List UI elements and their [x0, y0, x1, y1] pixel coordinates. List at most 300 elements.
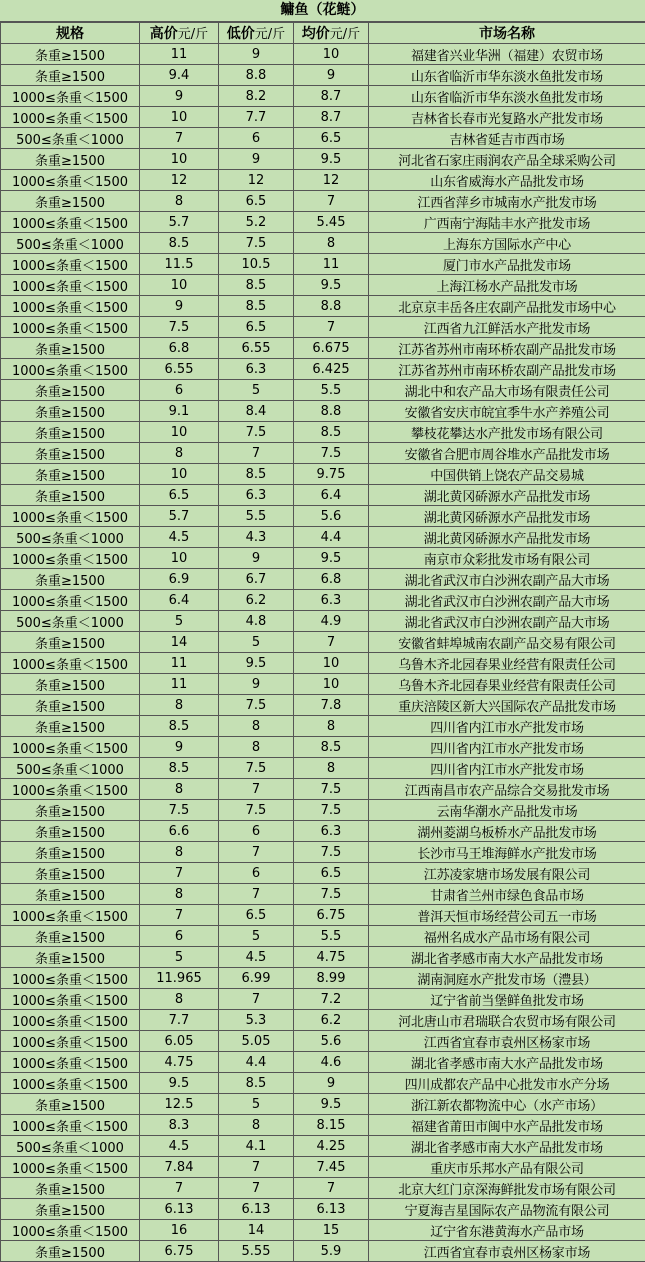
- cell-market: 厦门市水产品批发市场: [369, 254, 645, 275]
- cell-low-price: 6.13: [219, 1199, 294, 1220]
- cell-market: 云南华潮水产品批发市场: [369, 800, 645, 821]
- cell-low-price: 6.7: [219, 569, 294, 590]
- cell-market: 江西南昌市农产品综合交易批发市场: [369, 779, 645, 800]
- cell-spec: 1000≤条重＜1500: [1, 317, 140, 338]
- table-row: [1, 716, 645, 737]
- cell-spec: 条重≥1500: [1, 863, 140, 884]
- cell-market: 四川省内江市水产批发市场: [369, 758, 645, 779]
- table-row: [1, 86, 645, 107]
- cell-spec: 1000≤条重＜1500: [1, 1010, 140, 1031]
- cell-low-price: 7.5: [219, 422, 294, 443]
- cell-spec: 条重≥1500: [1, 569, 140, 590]
- cell-avg-price: 10: [294, 674, 369, 695]
- cell-low-price: 6.5: [219, 191, 294, 212]
- cell-low-price: 14: [219, 1220, 294, 1241]
- table-row: [1, 548, 645, 569]
- cell-high-price: 8.5: [140, 758, 219, 779]
- cell-low-price: 6: [219, 821, 294, 842]
- table-row: [1, 191, 645, 212]
- cell-spec: 1000≤条重＜1500: [1, 1115, 140, 1136]
- cell-low-price: 7: [219, 443, 294, 464]
- cell-spec: 条重≥1500: [1, 1094, 140, 1115]
- cell-avg-price: 7: [294, 317, 369, 338]
- cell-spec: 1000≤条重＜1500: [1, 653, 140, 674]
- cell-high-price: 8: [140, 842, 219, 863]
- cell-market: 湖北省武汉市白沙洲农副产品大市场: [369, 569, 645, 590]
- cell-avg-price: 9.5: [294, 149, 369, 170]
- cell-low-price: 5: [219, 1094, 294, 1115]
- cell-low-price: 5.2: [219, 212, 294, 233]
- cell-market: 宁夏海吉星国际农产品物流有限公司: [369, 1199, 645, 1220]
- table-row: [1, 569, 645, 590]
- cell-market: 湖北省孝感市南大水产品批发市场: [369, 1052, 645, 1073]
- table-row: [1, 842, 645, 863]
- header-avg-price: 均价元/斤: [294, 23, 369, 44]
- cell-avg-price: 12: [294, 170, 369, 191]
- cell-spec: 条重≥1500: [1, 884, 140, 905]
- cell-avg-price: 10: [294, 653, 369, 674]
- cell-high-price: 6.13: [140, 1199, 219, 1220]
- cell-high-price: 4.5: [140, 1136, 219, 1157]
- cell-market: 湖北省孝感市南大水产品批发市场: [369, 1136, 645, 1157]
- cell-spec: 1000≤条重＜1500: [1, 1220, 140, 1241]
- cell-low-price: 8.8: [219, 65, 294, 86]
- cell-avg-price: 7: [294, 191, 369, 212]
- cell-spec: 1000≤条重＜1500: [1, 548, 140, 569]
- cell-avg-price: 8: [294, 758, 369, 779]
- table-row: [1, 1073, 645, 1094]
- table-row: [1, 1052, 645, 1073]
- cell-spec: 条重≥1500: [1, 800, 140, 821]
- cell-high-price: 5.7: [140, 506, 219, 527]
- table-row: [1, 1136, 645, 1157]
- cell-spec: 1000≤条重＜1500: [1, 1157, 140, 1178]
- cell-high-price: 7: [140, 905, 219, 926]
- cell-avg-price: 9.5: [294, 1094, 369, 1115]
- cell-spec: 条重≥1500: [1, 65, 140, 86]
- cell-high-price: 11: [140, 44, 219, 65]
- cell-low-price: 7: [219, 989, 294, 1010]
- header-market: 市场名称: [369, 23, 645, 44]
- cell-low-price: 7.5: [219, 800, 294, 821]
- cell-avg-price: 7.5: [294, 842, 369, 863]
- cell-spec: 1000≤条重＜1500: [1, 1031, 140, 1052]
- cell-avg-price: 6.5: [294, 128, 369, 149]
- cell-spec: 条重≥1500: [1, 695, 140, 716]
- cell-avg-price: 6.5: [294, 863, 369, 884]
- cell-high-price: 5: [140, 611, 219, 632]
- cell-low-price: 6.55: [219, 338, 294, 359]
- cell-market: 湖北省武汉市白沙洲农副产品大市场: [369, 590, 645, 611]
- cell-spec: 500≤条重＜1000: [1, 233, 140, 254]
- cell-spec: 1000≤条重＜1500: [1, 1052, 140, 1073]
- cell-low-price: 9.5: [219, 653, 294, 674]
- cell-spec: 1000≤条重＜1500: [1, 737, 140, 758]
- cell-market: 上海江杨水产品批发市场: [369, 275, 645, 296]
- cell-avg-price: 7.8: [294, 695, 369, 716]
- cell-avg-price: 5.5: [294, 926, 369, 947]
- cell-high-price: 6.4: [140, 590, 219, 611]
- cell-spec: 1000≤条重＜1500: [1, 170, 140, 191]
- cell-high-price: 8: [140, 443, 219, 464]
- table-row: [1, 1220, 645, 1241]
- cell-high-price: 10: [140, 275, 219, 296]
- cell-avg-price: 8: [294, 716, 369, 737]
- cell-high-price: 9.1: [140, 401, 219, 422]
- cell-market: 吉林省延吉市西市场: [369, 128, 645, 149]
- cell-low-price: 5: [219, 926, 294, 947]
- table-row: [1, 821, 645, 842]
- cell-market: 福州名成水产品市场有限公司: [369, 926, 645, 947]
- cell-spec: 1000≤条重＜1500: [1, 1073, 140, 1094]
- cell-low-price: 9: [219, 674, 294, 695]
- cell-avg-price: 7.2: [294, 989, 369, 1010]
- table-row: [1, 989, 645, 1010]
- cell-market: 乌鲁木齐北园春果业经营有限责任公司: [369, 653, 645, 674]
- cell-avg-price: 8.15: [294, 1115, 369, 1136]
- table-row: [1, 653, 645, 674]
- cell-spec: 条重≥1500: [1, 716, 140, 737]
- table-row: [1, 359, 645, 380]
- table-row: [1, 611, 645, 632]
- cell-spec: 条重≥1500: [1, 632, 140, 653]
- cell-market: 四川省内江市水产批发市场: [369, 737, 645, 758]
- table-row: [1, 317, 645, 338]
- cell-low-price: 12: [219, 170, 294, 191]
- cell-high-price: 5.7: [140, 212, 219, 233]
- price-table: [0, 22, 645, 1262]
- cell-market: 江西省九江鲜活水产批发市场: [369, 317, 645, 338]
- table-row: [1, 401, 645, 422]
- cell-high-price: 8.3: [140, 1115, 219, 1136]
- cell-high-price: 11: [140, 674, 219, 695]
- cell-avg-price: 5.45: [294, 212, 369, 233]
- cell-spec: 500≤条重＜1000: [1, 611, 140, 632]
- cell-market: 福建省兴业华洲（福建）农贸市场: [369, 44, 645, 65]
- cell-market: 江西省萍乡市城南水产批发市场: [369, 191, 645, 212]
- cell-low-price: 7: [219, 1178, 294, 1199]
- cell-spec: 500≤条重＜1000: [1, 527, 140, 548]
- sheet-title: 鳙鱼（花鲢）: [0, 0, 645, 22]
- cell-spec: 1000≤条重＜1500: [1, 359, 140, 380]
- table-row: [1, 527, 645, 548]
- cell-high-price: 7.5: [140, 800, 219, 821]
- cell-high-price: 8: [140, 695, 219, 716]
- cell-spec: 条重≥1500: [1, 338, 140, 359]
- cell-high-price: 7.84: [140, 1157, 219, 1178]
- cell-market: 吉林省长春市光复路水产批发市场: [369, 107, 645, 128]
- cell-spec: 500≤条重＜1000: [1, 1136, 140, 1157]
- cell-avg-price: 7.5: [294, 884, 369, 905]
- cell-market: 湖北黄冈硚源水产品批发市场: [369, 485, 645, 506]
- cell-market: 湖北黄冈硚源水产品批发市场: [369, 506, 645, 527]
- cell-market: 河北省石家庄雨润农产品全球采购公司: [369, 149, 645, 170]
- table-row: [1, 443, 645, 464]
- table-row: [1, 65, 645, 86]
- cell-low-price: 5.55: [219, 1241, 294, 1262]
- table-row: [1, 1094, 645, 1115]
- cell-low-price: 9: [219, 548, 294, 569]
- cell-high-price: 6.8: [140, 338, 219, 359]
- cell-high-price: 6: [140, 926, 219, 947]
- cell-high-price: 14: [140, 632, 219, 653]
- table-row: [1, 170, 645, 191]
- cell-avg-price: 8.8: [294, 296, 369, 317]
- cell-high-price: 7.7: [140, 1010, 219, 1031]
- cell-spec: 1000≤条重＜1500: [1, 968, 140, 989]
- cell-low-price: 8.5: [219, 1073, 294, 1094]
- cell-high-price: 10: [140, 548, 219, 569]
- cell-spec: 条重≥1500: [1, 926, 140, 947]
- cell-low-price: 8.5: [219, 296, 294, 317]
- cell-avg-price: 6.8: [294, 569, 369, 590]
- table-row: [1, 464, 645, 485]
- cell-spec: 1000≤条重＜1500: [1, 590, 140, 611]
- table-row: [1, 968, 645, 989]
- cell-low-price: 5.5: [219, 506, 294, 527]
- cell-spec: 条重≥1500: [1, 401, 140, 422]
- table-row: [1, 149, 645, 170]
- cell-high-price: 8: [140, 989, 219, 1010]
- table-row: [1, 233, 645, 254]
- table-row: [1, 107, 645, 128]
- cell-low-price: 7.5: [219, 233, 294, 254]
- cell-market: 长沙市马王堆海鲜水产批发市场: [369, 842, 645, 863]
- cell-market: 重庆涪陵区新大兴国际农产品批发市场: [369, 695, 645, 716]
- cell-high-price: 9: [140, 86, 219, 107]
- cell-avg-price: 10: [294, 44, 369, 65]
- table-row: [1, 737, 645, 758]
- cell-high-price: 12.5: [140, 1094, 219, 1115]
- cell-market: 江西省宜春市袁州区杨家市场: [369, 1241, 645, 1262]
- cell-spec: 1000≤条重＜1500: [1, 254, 140, 275]
- cell-high-price: 10: [140, 107, 219, 128]
- cell-market: 安徽省合肥市周谷堆水产品批发市场: [369, 443, 645, 464]
- cell-low-price: 4.1: [219, 1136, 294, 1157]
- cell-high-price: 6.05: [140, 1031, 219, 1052]
- cell-spec: 条重≥1500: [1, 149, 140, 170]
- cell-low-price: 8.5: [219, 275, 294, 296]
- cell-market: 湖北黄冈硚源水产品批发市场: [369, 527, 645, 548]
- table-row: [1, 632, 645, 653]
- table-row: [1, 863, 645, 884]
- cell-high-price: 16: [140, 1220, 219, 1241]
- cell-low-price: 6.3: [219, 485, 294, 506]
- cell-spec: 条重≥1500: [1, 485, 140, 506]
- cell-low-price: 8: [219, 716, 294, 737]
- cell-low-price: 6.5: [219, 317, 294, 338]
- cell-spec: 条重≥1500: [1, 1199, 140, 1220]
- cell-spec: 条重≥1500: [1, 380, 140, 401]
- cell-market: 河北唐山市君瑞联合农贸市场有限公司: [369, 1010, 645, 1031]
- cell-spec: 条重≥1500: [1, 443, 140, 464]
- cell-market: 湖州菱湖乌板桥水产品批发市场: [369, 821, 645, 842]
- cell-spec: 1000≤条重＜1500: [1, 296, 140, 317]
- cell-avg-price: 7.45: [294, 1157, 369, 1178]
- cell-low-price: 6.5: [219, 905, 294, 926]
- cell-spec: 500≤条重＜1000: [1, 128, 140, 149]
- cell-high-price: 7: [140, 863, 219, 884]
- cell-spec: 条重≥1500: [1, 1241, 140, 1262]
- cell-high-price: 8.5: [140, 233, 219, 254]
- cell-low-price: 4.5: [219, 947, 294, 968]
- cell-avg-price: 8.7: [294, 86, 369, 107]
- cell-avg-price: 4.6: [294, 1052, 369, 1073]
- cell-low-price: 7: [219, 842, 294, 863]
- cell-high-price: 7: [140, 1178, 219, 1199]
- table-row: [1, 380, 645, 401]
- cell-avg-price: 15: [294, 1220, 369, 1241]
- cell-market: 山东省威海水产品批发市场: [369, 170, 645, 191]
- header-row: [1, 23, 645, 44]
- cell-high-price: 6.9: [140, 569, 219, 590]
- header-high-price: 高价元/斤: [140, 23, 219, 44]
- cell-market: 湖北中和农产品大市场有限责任公司: [369, 380, 645, 401]
- table-row: [1, 590, 645, 611]
- cell-market: 辽宁省前当堡鲜鱼批发市场: [369, 989, 645, 1010]
- table-row: [1, 947, 645, 968]
- cell-market: 江苏凌家塘市场发展有限公司: [369, 863, 645, 884]
- cell-avg-price: 4.9: [294, 611, 369, 632]
- cell-avg-price: 9.5: [294, 275, 369, 296]
- table-row: [1, 1241, 645, 1262]
- cell-low-price: 7: [219, 1157, 294, 1178]
- cell-market: 四川省内江市水产批发市场: [369, 716, 645, 737]
- cell-high-price: 8.5: [140, 716, 219, 737]
- cell-spec: 条重≥1500: [1, 464, 140, 485]
- cell-low-price: 5: [219, 632, 294, 653]
- cell-low-price: 8.4: [219, 401, 294, 422]
- cell-spec: 1000≤条重＜1500: [1, 275, 140, 296]
- cell-avg-price: 8.7: [294, 107, 369, 128]
- cell-avg-price: 6.2: [294, 1010, 369, 1031]
- table-row: [1, 1010, 645, 1031]
- cell-spec: 1000≤条重＜1500: [1, 506, 140, 527]
- cell-high-price: 5: [140, 947, 219, 968]
- cell-high-price: 9.4: [140, 65, 219, 86]
- cell-market: 山东省临沂市华东淡水鱼批发市场: [369, 86, 645, 107]
- cell-avg-price: 6.3: [294, 590, 369, 611]
- table-row: [1, 674, 645, 695]
- cell-high-price: 6.75: [140, 1241, 219, 1262]
- cell-avg-price: 5.9: [294, 1241, 369, 1262]
- cell-low-price: 7: [219, 779, 294, 800]
- cell-market: 江西省宜春市袁州区杨家市场: [369, 1031, 645, 1052]
- cell-spec: 1000≤条重＜1500: [1, 107, 140, 128]
- cell-low-price: 6: [219, 863, 294, 884]
- cell-spec: 1000≤条重＜1500: [1, 86, 140, 107]
- table-row: [1, 1115, 645, 1136]
- cell-spec: 条重≥1500: [1, 1178, 140, 1199]
- cell-high-price: 9: [140, 296, 219, 317]
- cell-avg-price: 7.5: [294, 443, 369, 464]
- cell-avg-price: 9: [294, 65, 369, 86]
- cell-low-price: 8: [219, 737, 294, 758]
- cell-low-price: 9: [219, 149, 294, 170]
- cell-avg-price: 9.5: [294, 548, 369, 569]
- header-low-price: 低价元/斤: [219, 23, 294, 44]
- table-row: [1, 296, 645, 317]
- cell-avg-price: 4.25: [294, 1136, 369, 1157]
- cell-high-price: 7.5: [140, 317, 219, 338]
- cell-avg-price: 9.75: [294, 464, 369, 485]
- cell-market: 北京京丰岳各庄农副产品批发市场中心: [369, 296, 645, 317]
- cell-high-price: 8: [140, 191, 219, 212]
- cell-high-price: 10: [140, 422, 219, 443]
- cell-market: 安徽省安庆市皖宜季牛水产养殖公司: [369, 401, 645, 422]
- cell-low-price: 5.3: [219, 1010, 294, 1031]
- cell-spec: 1000≤条重＜1500: [1, 779, 140, 800]
- cell-low-price: 5: [219, 380, 294, 401]
- cell-market: 辽宁省东港黄海水产品市场: [369, 1220, 645, 1241]
- cell-low-price: 4.3: [219, 527, 294, 548]
- cell-low-price: 7.7: [219, 107, 294, 128]
- cell-market: 北京大红门京深海鲜批发市场有限公司: [369, 1178, 645, 1199]
- cell-avg-price: 4.75: [294, 947, 369, 968]
- table-row: [1, 926, 645, 947]
- cell-spec: 条重≥1500: [1, 422, 140, 443]
- cell-spec: 条重≥1500: [1, 947, 140, 968]
- cell-avg-price: 8.99: [294, 968, 369, 989]
- table-row: [1, 128, 645, 149]
- cell-spec: 1000≤条重＜1500: [1, 905, 140, 926]
- table-row: [1, 779, 645, 800]
- cell-spec: 条重≥1500: [1, 191, 140, 212]
- cell-spec: 条重≥1500: [1, 44, 140, 65]
- cell-spec: 1000≤条重＜1500: [1, 989, 140, 1010]
- cell-avg-price: 7.5: [294, 779, 369, 800]
- table-row: [1, 800, 645, 821]
- cell-high-price: 6.55: [140, 359, 219, 380]
- cell-avg-price: 11: [294, 254, 369, 275]
- cell-low-price: 5.05: [219, 1031, 294, 1052]
- cell-high-price: 12: [140, 170, 219, 191]
- cell-high-price: 8: [140, 884, 219, 905]
- table-row: [1, 485, 645, 506]
- cell-market: 四川成都农产品中心批发市水产分场: [369, 1073, 645, 1094]
- cell-market: 中国供销上饶农产品交易城: [369, 464, 645, 485]
- cell-avg-price: 4.4: [294, 527, 369, 548]
- cell-avg-price: 6.3: [294, 821, 369, 842]
- table-row: [1, 506, 645, 527]
- header-spec: 规格: [1, 23, 140, 44]
- cell-low-price: 8.5: [219, 464, 294, 485]
- cell-low-price: 4.8: [219, 611, 294, 632]
- cell-market: 浙江新农都物流中心（水产市场）: [369, 1094, 645, 1115]
- cell-low-price: 6.2: [219, 590, 294, 611]
- table-row: [1, 212, 645, 233]
- cell-high-price: 4.5: [140, 527, 219, 548]
- table-row: [1, 758, 645, 779]
- cell-market: 广西南宁海陆丰水产批发市场: [369, 212, 645, 233]
- cell-avg-price: 6.425: [294, 359, 369, 380]
- table-row: [1, 338, 645, 359]
- cell-market: 安徽省蚌埠城南农副产品交易有限公司: [369, 632, 645, 653]
- cell-low-price: 6: [219, 128, 294, 149]
- table-row: [1, 695, 645, 716]
- table-row: [1, 254, 645, 275]
- table-row: [1, 44, 645, 65]
- cell-avg-price: 5.6: [294, 1031, 369, 1052]
- cell-market: 甘肃省兰州市绿色食品市场: [369, 884, 645, 905]
- cell-market: 山东省临沂市华东淡水鱼批发市场: [369, 65, 645, 86]
- cell-market: 乌鲁木齐北园春果业经营有限责任公司: [369, 674, 645, 695]
- cell-high-price: 6.5: [140, 485, 219, 506]
- cell-avg-price: 9: [294, 1073, 369, 1094]
- table-row: [1, 275, 645, 296]
- cell-low-price: 10.5: [219, 254, 294, 275]
- cell-high-price: 7: [140, 128, 219, 149]
